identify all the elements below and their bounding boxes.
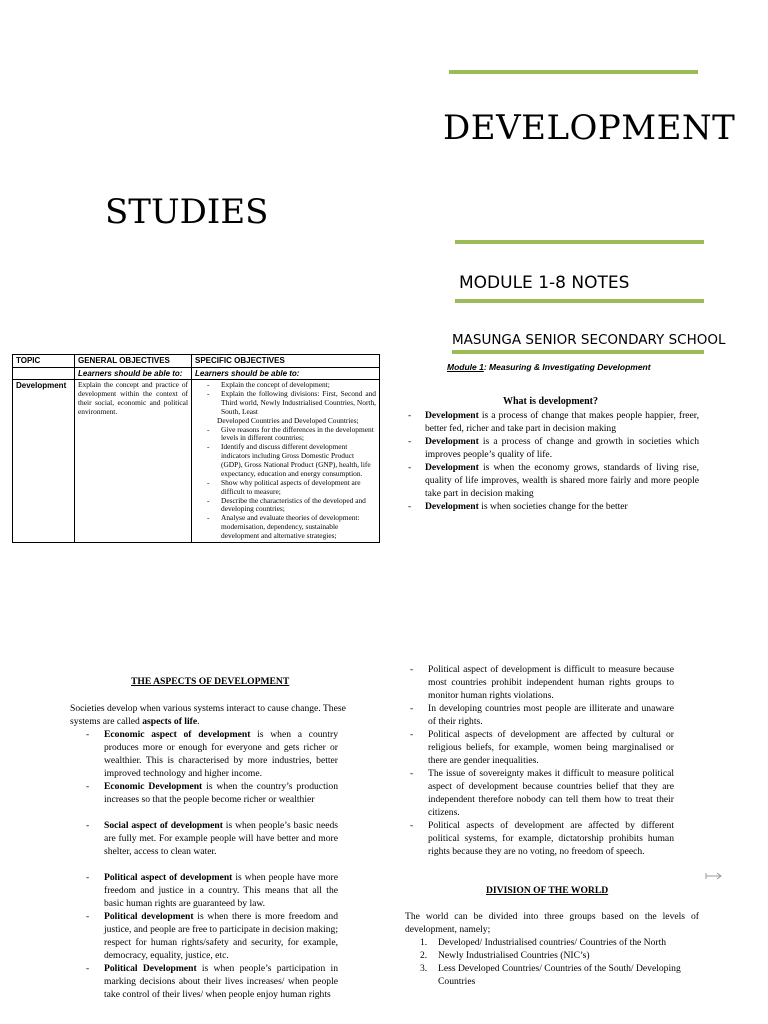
aspect-text: is when people’s basic needs are fully met. For example people will have better and more shelter, access to clean water. (104, 820, 338, 857)
aspects-heading: THE ASPECTS OF DEVELOPMENT (131, 676, 290, 687)
aspect-term: Political Development (104, 963, 197, 974)
definition-text: is when societies change for the better (478, 501, 628, 512)
political-points-list (410, 663, 674, 858)
table-header-row (13, 355, 380, 368)
list-item (86, 910, 338, 962)
module-heading (447, 362, 651, 372)
table-row (13, 380, 380, 543)
definition-term: Development (425, 501, 479, 512)
list-item (408, 409, 699, 435)
spacer (86, 806, 338, 819)
aspect-text: is when the country’s production increases so that the people become richer or wealthier (104, 781, 338, 805)
definition-term: Development (425, 410, 479, 421)
aspect-term: Economic aspect of development (104, 729, 251, 740)
intro-term: aspects of life (142, 716, 198, 727)
topic-cell: Development (13, 380, 75, 543)
list-item (408, 500, 699, 513)
list-item: - The issue of sovereignty makes it difficult to measure political aspect of development because countries belief that they are independent therefore nobody can tell them how to treat their citizens. (410, 767, 674, 819)
aspect-term: Social aspect of development (104, 820, 223, 831)
list-number: 2. (420, 950, 428, 961)
list-item (420, 949, 700, 962)
cover-title-studies: STUDIES (105, 192, 269, 232)
aspects-intro (70, 702, 366, 728)
group-text: Less Developed Countries/ Countries of the South/ Developing Countries (438, 963, 681, 987)
specific-objective-continuation: Developed Countries and Developed Countries; (217, 415, 359, 425)
intro-end: . (197, 716, 200, 727)
list-item (420, 936, 700, 949)
aspect-text: is when people have more freedom and justice in a country. This means that all the basic human rights are guaranteed by law. (104, 872, 338, 909)
objectives-table (12, 354, 380, 543)
cover-title-development: DEVELOPMENT (443, 108, 736, 148)
return-arrow-icon (705, 871, 723, 881)
list-item: - Political aspects of development are affected by cultural or religious beliefs, for example, women being marginalised or there are gender inequalities. (410, 728, 674, 767)
list-item: - Political aspect of development is difficult to measure because most countries prohibit independent human rights groups to monitor human rights violations. (410, 663, 674, 702)
header-topic: TOPIC (13, 355, 75, 368)
definitions-list (408, 409, 699, 513)
specific-objective: - Analyse and evaluate theories of development: modernisation, dependency, sustainable development and alternative strategies; (221, 514, 376, 541)
list-item: - In developing countries most people are illiterate and unaware of their rights. (410, 702, 674, 728)
specific-objective: - Explain the following divisions: First, Second and Third world, Newly Industrialised Countries, North, South, Least (221, 390, 376, 417)
list-item (86, 819, 338, 858)
definition-text: is when the economy grows, standards of living rise, quality of life improves, wealth is shared more fairly and more people take part in decision making (425, 462, 699, 499)
list-number: 3. (420, 963, 428, 974)
subheader-empty (13, 367, 75, 380)
accent-rule-mid (455, 240, 704, 244)
specific-objective: - Identify and discuss different development indicators including Gross Domestic Product (GDP), Gross National Product (GNP), health, life expectancy, education and energy consumption. (221, 443, 376, 479)
list-item (86, 780, 338, 806)
cover-subtitle: MODULE 1-8 NOTES (459, 273, 630, 293)
module-title: : Measuring & Investigating Development (483, 362, 651, 372)
specific-objective: - Explain the concept of development; (221, 381, 376, 390)
list-item (408, 435, 699, 461)
definition-text: is a process of change that makes people happier, freer, better fed, richer and take part in decision making (425, 410, 699, 434)
intro-text: Societies develop when various systems interact to cause change. These systems are called (70, 703, 346, 727)
list-item (86, 871, 338, 910)
aspects-list (86, 728, 338, 1001)
group-text: Newly Industrialised Countries (NIC’s) (438, 950, 590, 961)
definition-term: Development (425, 436, 479, 447)
aspect-text: is when people’s participation in marking decisions about their lives increases/ when people take control of their lives/ when people enjoy human rights (104, 963, 338, 1000)
specific-objective: - Describe the characteristics of the developed and developing countries; (221, 497, 376, 515)
table-subheader-row (13, 367, 380, 380)
accent-rule-top (449, 70, 698, 74)
aspect-text: is when there is more freedom and justice, and people are free to participate in decision making; respect for human rights/safety and security, for example, democracy, equality, justice, etc. (104, 911, 338, 961)
list-item (408, 461, 699, 500)
aspect-term: Political development (104, 911, 194, 922)
accent-rule-school (452, 350, 704, 354)
list-item (420, 962, 700, 988)
list-item (86, 728, 338, 780)
school-name: MASUNGA SENIOR SECONDARY SCHOOL (452, 332, 726, 348)
aspect-term: Economic Development (104, 781, 203, 792)
header-specific: SPECIFIC OBJECTIVES (192, 355, 380, 368)
division-list (420, 936, 700, 988)
list-item (86, 962, 338, 1001)
specific-objective: - Give reasons for the differences in the development levels in different countries; (221, 426, 376, 444)
accent-rule-module (455, 299, 704, 303)
general-objective-cell: Explain the concept and practice of development within the context of their social, economic and political environment. (75, 380, 192, 543)
group-text: Developed/ Industrialised countries/ Countries of the North (438, 937, 667, 948)
list-item: - Political aspects of development are affected by different political systems, for example, dictatorship prohibits human rights because they are no voting, no freedom of speech. (410, 819, 674, 858)
aspect-text: is when a country produces more or enough for everyone and gets richer or wealthier. This is characterised by more industries, better improved technology and higher income. (104, 729, 338, 779)
division-intro: The world can be divided into three groups based on the levels of development, namely; (405, 911, 699, 935)
definition-text: is a process of change and growth in societies which improves people’s quality of life. (425, 436, 699, 460)
what-is-development-heading: What is development? (503, 396, 598, 407)
specific-objective: - Show why political aspects of development are difficult to measure; (221, 479, 376, 497)
spacer (86, 858, 338, 871)
subheader-general: Learners should be able to: (75, 367, 192, 380)
subheader-specific: Learners should be able to: (192, 367, 380, 380)
specific-objectives-cell (192, 380, 380, 543)
division-heading: DIVISION OF THE WORLD (486, 885, 609, 896)
module-label: Module 1 (447, 362, 484, 372)
list-number: 1. (420, 937, 428, 948)
aspect-term: Political aspect of development (104, 872, 233, 883)
header-general: GENERAL OBJECTIVES (75, 355, 192, 368)
definition-term: Development (425, 462, 479, 473)
